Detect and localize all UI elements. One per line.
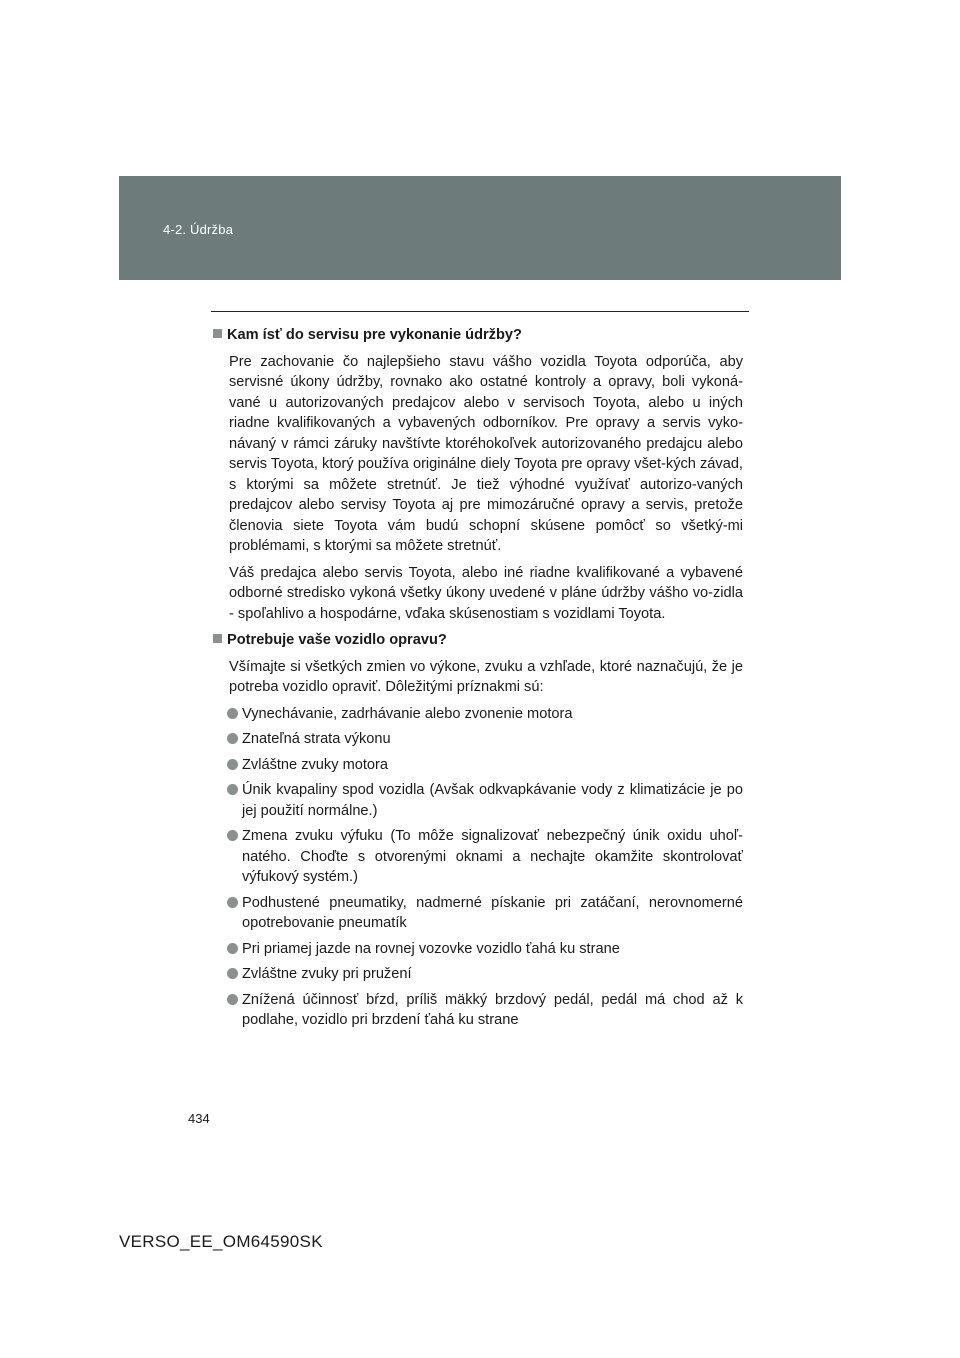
list-item-text: Znateľná strata výkonu <box>242 731 391 747</box>
circle-bullet-icon <box>227 943 238 954</box>
list-item-text: Znížená účinnosť bŕzd, príliš mäkký brzdový pedál, pedál má chod až k podlahe, vozidlo pri brzdení ťahá ku strane <box>242 991 743 1028</box>
document-code: VERSO_EE_OM64590SK <box>119 1232 323 1251</box>
circle-bullet-icon <box>227 968 238 979</box>
list-item-text: Únik kvapaliny spod vozidla (Avšak odkvapkávanie vody z klimatizácie je po jej použití normálne.) <box>242 782 743 819</box>
list-item-text: Zvláštne zvuky pri pružení <box>242 966 412 982</box>
section-heading-repair-needed <box>213 630 743 651</box>
list-item <box>227 939 743 960</box>
list-item-text: Zvláštne zvuky motora <box>242 756 388 773</box>
page-number: 434 <box>188 1111 210 1126</box>
list-item-text: Pri priamej jazde na rovnej vozovke vozidlo ťahá ku strane <box>242 940 620 957</box>
list-item-text: Podhustené pneumatiky, nadmerné pískanie pri zatáčaní, nerovnomerné opotrebovanie pneumatík <box>242 894 743 931</box>
circle-bullet-icon <box>227 897 238 908</box>
section-heading-service-location <box>213 325 743 346</box>
heading-text: Potrebuje vaše vozidlo opravu? <box>227 632 447 648</box>
section-title: 4-2. Údržba <box>163 222 234 237</box>
list-item <box>227 826 743 888</box>
circle-bullet-icon <box>227 759 238 770</box>
list-item-text: Vynechávanie, zadrhávanie alebo zvonenie motora <box>242 705 573 722</box>
list-item <box>227 704 743 725</box>
circle-bullet-icon <box>227 994 238 1005</box>
square-bullet-icon <box>213 634 222 643</box>
list-item <box>227 780 743 821</box>
square-bullet-icon <box>213 329 222 338</box>
circle-bullet-icon <box>227 733 238 744</box>
circle-bullet-icon <box>227 830 238 841</box>
list-item <box>227 893 743 934</box>
heading-text: Kam ísť do servisu pre vykonanie údržby? <box>227 327 522 343</box>
list-item <box>227 755 743 776</box>
circle-bullet-icon <box>227 708 238 719</box>
list-item <box>227 990 743 1031</box>
divider-rule <box>211 311 749 312</box>
circle-bullet-icon <box>227 784 238 795</box>
list-item <box>227 729 743 750</box>
paragraph: Váš predajca alebo servis Toyota, alebo iné riadne kvalifikované a vybavené odborné stredisko vykoná všetky úkony uvedené v pláne údržby vášho vo-zidla - spoľahlivo a hospodárne, vďaka skúsenostiam s vozidlami Toyota. <box>229 564 743 622</box>
paragraph: Pre zachovanie čo najlepšieho stavu vášho vozidla Toyota odporúča, aby servisné úkony údržby, rovnako ako ostatné kontroly a opravy, boli vykoná-vané u autorizovaných predajcov alebo v servisoch Toyota, alebo u iných riadne kvalifikovaných a vybavených odborníkov. Pre opravy a servis vyko-návaný v rámci záruky navštívte ktoréhokoľvek autorizovaného predajcu alebo servis Toyota, ktorý používa originálne diely Toyota pre opravy všet-kých závad, s ktorými sa môžete stretnúť. Je tiež výhodné využívať autorizo-vaných predajcov alebo servisy Toyota aj pre mimozáručné opravy a servis, pretože členovia siete Toyota vám budú schopní skúsene pomôcť so všetký-mi problémami, s ktorými sa môžete stretnúť. <box>229 353 743 554</box>
header-band <box>119 176 841 280</box>
list-item-text: Zmena zvuku výfuku (To môže signalizovať nebezpečný únik oxidu uhoľ-natého. Choďte s otvorenými oknami a nechajte okamžite skontrolovať výfukový systém.) <box>242 828 743 885</box>
paragraph: Všímajte si všetkých zmien vo výkone, zvuku a vzhľade, ktoré naznačujú, že je potreba vozidlo opraviť. Dôležitými príznakmi sú: <box>229 658 743 695</box>
page-content <box>213 325 743 1036</box>
list-item <box>227 964 743 985</box>
